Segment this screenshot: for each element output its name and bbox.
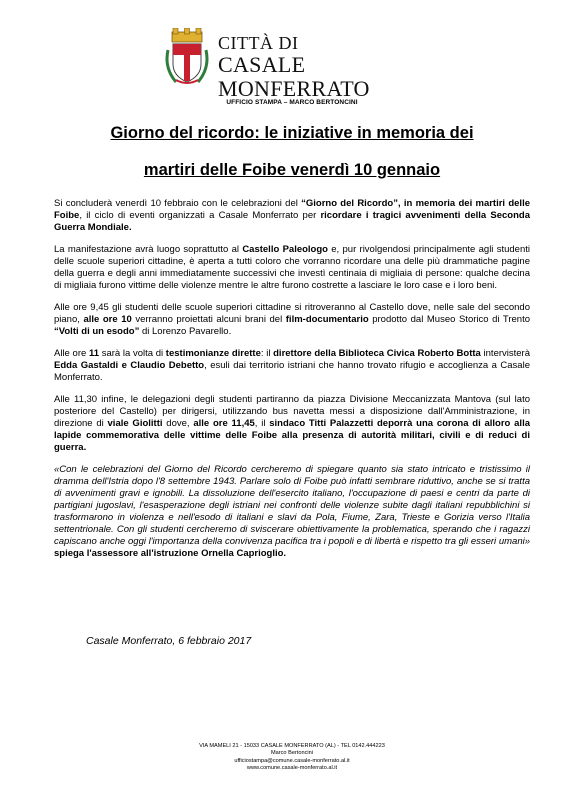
p3-text-4: di Lorenzo Pavarello. <box>139 326 232 337</box>
headline-line-1: Giorno del ricordo: le iniziative in memoria dei <box>110 124 474 142</box>
coat-of-arms-icon <box>164 28 210 86</box>
p5-bold-1: viale Giolitti <box>107 418 163 429</box>
p4-text-5: , esuli dai territorio istriani che hanno trovato rifugio e accoglienza a Casale Monferrato. <box>54 360 530 383</box>
assessor-quote: «Con le celebrazioni del Giorno del Ricordo cercheremo di spiegare quanto sia stato intricato e tristissimo il dramma dell'Istria dopo l'8 settembre 1943. Parlare solo di Foibe può infatti sembrare riduttivo, anche se si tratta di avvenimenti gravi e ignobili. La dissoluzione dell'esercito italiano, l'occupazione di paesi e centri da parte di partigiani jugoslavi, l'esasperazione degli istriani nei confronti delle violenze subite dagli italiani repubblichini si trasformarono in violenza e nell'esodo di italiani e slavi da Pola, Fiume, Zara, Trieste e Gorizia verso l'Italia settentrionale. Con gli studenti cercheremo di sviscerare obiettivamente la problematica, sperando che i ragazzi capiscano anche oggi l'importanza della convivenza pacifica tra i popoli e di libertà e rispetto tra gli esseri umani» <box>54 464 530 547</box>
p4-bold-4: Edda Gastaldi e Claudio Debetto <box>54 360 205 371</box>
footer-email[interactable]: ufficiostampa@comune.casale-monferrato.al.it <box>234 757 350 764</box>
p3-text: Alle ore 9,45 gli studenti delle scuole superiori cittadine si ritroveranno al Castello dove, nelle sale del secondo piano, <box>54 302 530 325</box>
paragraph-2 <box>54 244 530 292</box>
paragraph-4 <box>54 348 530 384</box>
logo-wordmark <box>218 33 424 101</box>
p3-text-3: prodotto dal Museo Storico di Trento <box>368 314 530 325</box>
city-logo <box>164 28 424 101</box>
paragraph-3 <box>54 302 530 338</box>
p5-bold-2: alle ore 11,45 <box>193 418 255 429</box>
p4-bold-3: direttore della Biblioteca Civica Roberto Botta <box>273 348 481 359</box>
footer-contact-name: Marco Bertoncini <box>271 750 313 757</box>
footer-website[interactable]: www.comune.casale-monferrato.al.it <box>246 765 338 772</box>
article-body <box>54 198 530 570</box>
logo-line-1: CITTÀ DI <box>218 33 299 53</box>
press-office-label: UFFICIO STAMPA – MARCO BERTONCINI <box>226 99 358 106</box>
place-and-date: Casale Monferrato, 6 febbraio 2017 <box>86 635 252 647</box>
p1-bold-1: “Giorno del Ricordo”, in memoria dei martiri delle Foibe <box>54 198 530 221</box>
p1-text-2: , il ciclo di eventi organizzati a Casale Monferrato per <box>79 210 321 221</box>
p2-text-2: e, pur rivolgendosi principalmente agli studenti delle scuole superiori cittadine, è aperta a tutti coloro che vorranno ricordare una delle più drammatiche pagine della guerra e degli anni immediatamente successivi che investì centinaia di migliaia di persone: qualche decina di migliaia furono vittime delle violenze mentre le altre furono costrette a lasciare le loro case e i loro beni. <box>54 244 530 291</box>
p3-bold-1: alle ore 10 <box>83 314 132 325</box>
p4-text: Alle ore <box>54 348 89 359</box>
p3-bold-2: film-documentario <box>285 314 369 325</box>
p3-bold-3: “Volti di un esodo” <box>54 326 140 337</box>
paragraph-1 <box>54 198 530 234</box>
p4-text-2: sarà la volta di <box>99 348 166 359</box>
logo-line-2: CASALE MONFERRATO <box>218 52 370 101</box>
p4-text-3: : il <box>260 348 274 359</box>
footer-address: VIA MAMELI 21 - 15033 CASALE MONFERRATO (AL) - TEL 0142.444223 <box>199 743 385 749</box>
p3-text-2: verranno proiettati alcuni brani del <box>131 314 286 325</box>
p2-bold: Castello Paleologo <box>242 244 328 255</box>
quote-attribution: spiega l'assessore all'istruzione Ornella Caprioglio. <box>54 548 287 559</box>
paragraph-6-quote <box>54 464 530 560</box>
headline-line-2: martiri delle Foibe venerdì 10 gennaio <box>143 161 441 179</box>
p5-text-3: , il <box>254 418 270 429</box>
p1-text: Si concluderà venerdì 10 febbraio con le celebrazioni del <box>54 198 302 209</box>
p1-bold-2: ricordare i tragici avvenimenti della Seconda Guerra Mondiale. <box>54 210 530 233</box>
p5-bold-3: sindaco Titti Palazzetti deporrà una corona di alloro alla lapide commemorativa delle vittime delle Foibe alla presenza di autorità militari, civili e di reduci di guerra. <box>54 418 530 453</box>
paragraph-5 <box>54 394 530 454</box>
p2-text: La manifestazione avrà luogo soprattutto al <box>54 244 243 255</box>
p5-text-2: dove, <box>162 418 194 429</box>
p4-text-4: intervisterà <box>480 348 530 359</box>
footer-contacts <box>0 743 584 773</box>
p5-text: Alle 11,30 infine, le delegazioni degli studenti partiranno da piazza Divisione Meccanizzata Mantova (sul lato posteriore del Castello) per dirigersi, utilizzando bus navetta messi a disposizione dall'Amministrazione, in direzione di <box>54 394 530 429</box>
p4-bold-2: testimonianze dirette <box>165 348 261 359</box>
p4-bold-1: 11 <box>88 348 99 359</box>
